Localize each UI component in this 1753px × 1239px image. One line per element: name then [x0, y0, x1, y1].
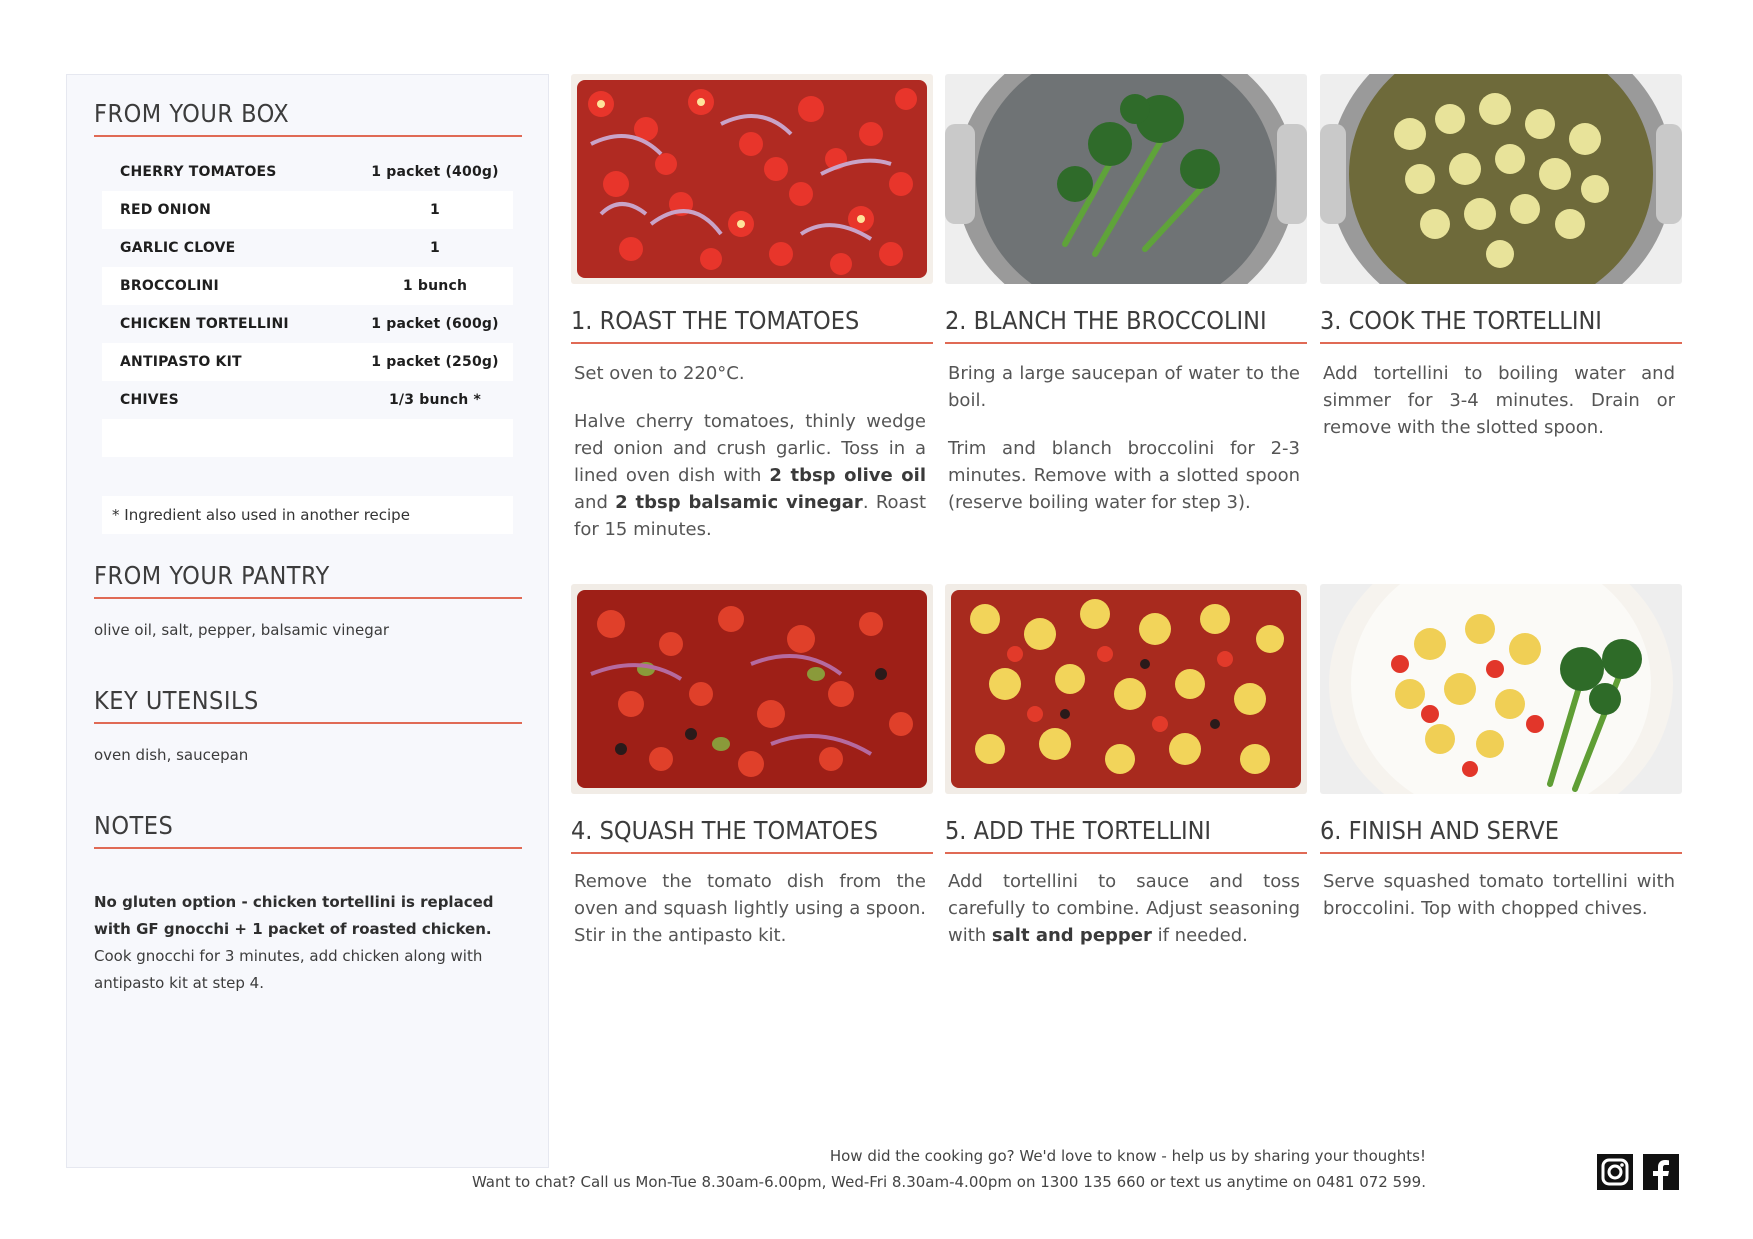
- ingredient-qty: 1: [430, 202, 440, 218]
- from-your-pantry-title: FROM YOUR PANTRY: [94, 561, 522, 599]
- instagram-icon[interactable]: [1597, 1154, 1633, 1190]
- step-1-para-1: Set oven to 220°C.: [574, 363, 745, 384]
- ingredient-footnote: * Ingredient also used in another recipe: [102, 496, 513, 534]
- ingredient-qty: 1 packet (400g): [371, 164, 499, 180]
- ingredient-row: [102, 267, 513, 305]
- step-6: [1320, 584, 1682, 919]
- step-4: [571, 584, 933, 946]
- ingredient-name: CHERRY TOMATOES: [120, 164, 277, 180]
- ingredient-name: RED ONION: [120, 202, 212, 218]
- notes-body: [94, 889, 528, 997]
- notes-title: NOTES: [94, 811, 522, 849]
- finish-serve-photo: [1320, 584, 1682, 794]
- step-1-bold-vinegar: 2 tbsp balsamic vinegar: [615, 492, 863, 513]
- ingredients-sidebar: [66, 74, 549, 1168]
- step-1-text: Halve cherry tomatoes, thinly wedge red onion and crush garlic. Toss in a lined oven dish with: [574, 411, 926, 486]
- pantry-items: olive oil, salt, pepper, balsamic vinegar: [94, 621, 390, 639]
- step-5-title: 5. ADD THE TORTELLINI: [945, 816, 1307, 854]
- cook-tortellini-photo: [1320, 74, 1682, 284]
- ingredient-row: [102, 153, 513, 191]
- ingredient-row: [102, 191, 513, 229]
- from-your-box-title: FROM YOUR BOX: [94, 99, 522, 137]
- ingredient-row-empty: [102, 419, 513, 457]
- ingredient-qty: 1/3 bunch *: [388, 392, 482, 408]
- roast-tomatoes-photo: [571, 74, 933, 284]
- ingredient-qty: 1: [430, 240, 440, 256]
- squash-tomatoes-photo: [571, 584, 933, 794]
- step-5-para-1: [948, 868, 1300, 949]
- notes-text: Cook gnocchi for 3 minutes, add chicken along with antipasto kit at step 4.: [94, 947, 483, 992]
- facebook-icon[interactable]: [1643, 1154, 1679, 1190]
- footer-phone: Want to chat? Call us Mon-Tue 8.30am-6.00pm, Wed-Fri 8.30am-4.00pm on 1300 135 660 or text us anytime on 0481 072 599.: [471, 1173, 1426, 1191]
- ingredient-row: [102, 229, 513, 267]
- step-4-para-1: Remove the tomato dish from the oven and squash lightly using a spoon. Stir in the antipasto kit.: [574, 871, 926, 946]
- step-2-body: [948, 360, 1300, 537]
- step-1-body: [574, 360, 926, 564]
- footer-feedback: How did the cooking go? We'd love to know - help us by sharing your thoughts!: [829, 1147, 1426, 1165]
- ingredient-name: GARLIC CLOVE: [120, 240, 236, 256]
- step-2: [945, 74, 1307, 513]
- step-1: [571, 74, 933, 540]
- step-4-body: [574, 868, 926, 970]
- ingredient-row: [102, 305, 513, 343]
- step-3-para-1: Add tortellini to boiling water and simmer for 3-4 minutes. Drain or remove with the slotted spoon.: [1323, 363, 1675, 438]
- step-5-text: Add tortellini to sauce and toss carefully to combine. Adjust seasoning with: [948, 871, 1300, 946]
- add-tortellini-photo: [945, 584, 1307, 794]
- step-1-para-2: [574, 408, 926, 543]
- step-1-text: and: [574, 492, 616, 513]
- step-3-title: 3. COOK THE TORTELLINI: [1320, 306, 1682, 344]
- ingredient-row: [102, 343, 513, 381]
- step-6-title: 6. FINISH AND SERVE: [1320, 816, 1682, 854]
- step-6-para-1: Serve squashed tomato tortellini with broccolini. Top with chopped chives.: [1323, 871, 1675, 919]
- step-2-title: 2. BLANCH THE BROCCOLINI: [945, 306, 1307, 344]
- ingredient-qty: 1 bunch: [402, 278, 468, 294]
- step-5-body: [948, 868, 1300, 970]
- step-2-para-2: Trim and blanch broccolini for 2-3 minutes. Remove with a slotted spoon (reserve boiling water for step 3).: [948, 438, 1300, 513]
- step-4-title: 4. SQUASH THE TOMATOES: [571, 816, 933, 854]
- blanch-broccolini-photo: [945, 74, 1307, 284]
- step-3: [1320, 74, 1682, 438]
- footer-contact: [472, 1143, 1426, 1195]
- step-2-para-1: Bring a large saucepan of water to the boil.: [948, 363, 1300, 411]
- step-5-text: if needed.: [1151, 925, 1248, 946]
- step-6-body: [1323, 868, 1675, 943]
- key-utensils-title: KEY UTENSILS: [94, 686, 522, 724]
- notes-bold: No gluten option - chicken tortellini is replaced with GF gnocchi + 1 packet of roasted chicken.: [94, 893, 494, 938]
- utensils-items: oven dish, saucepan: [94, 746, 249, 764]
- ingredient-name: CHICKEN TORTELLINI: [120, 316, 289, 332]
- step-3-body: [1323, 360, 1675, 462]
- step-5-bold-seasoning: salt and pepper: [991, 925, 1152, 946]
- ingredient-qty: 1 packet (600g): [371, 316, 499, 332]
- step-1-title: 1. ROAST THE TOMATOES: [571, 306, 933, 344]
- step-1-bold-oil: 2 tbsp olive oil: [769, 465, 926, 486]
- ingredient-row: [102, 381, 513, 419]
- ingredient-name: BROCCOLINI: [120, 278, 219, 294]
- step-1-text: . Roast for 15 minutes.: [574, 492, 927, 540]
- step-5: [945, 584, 1307, 946]
- ingredient-qty: 1 packet (250g): [371, 354, 499, 370]
- ingredient-name: ANTIPASTO KIT: [120, 354, 242, 370]
- ingredients-table: [102, 153, 513, 457]
- ingredient-name: CHIVES: [120, 392, 179, 408]
